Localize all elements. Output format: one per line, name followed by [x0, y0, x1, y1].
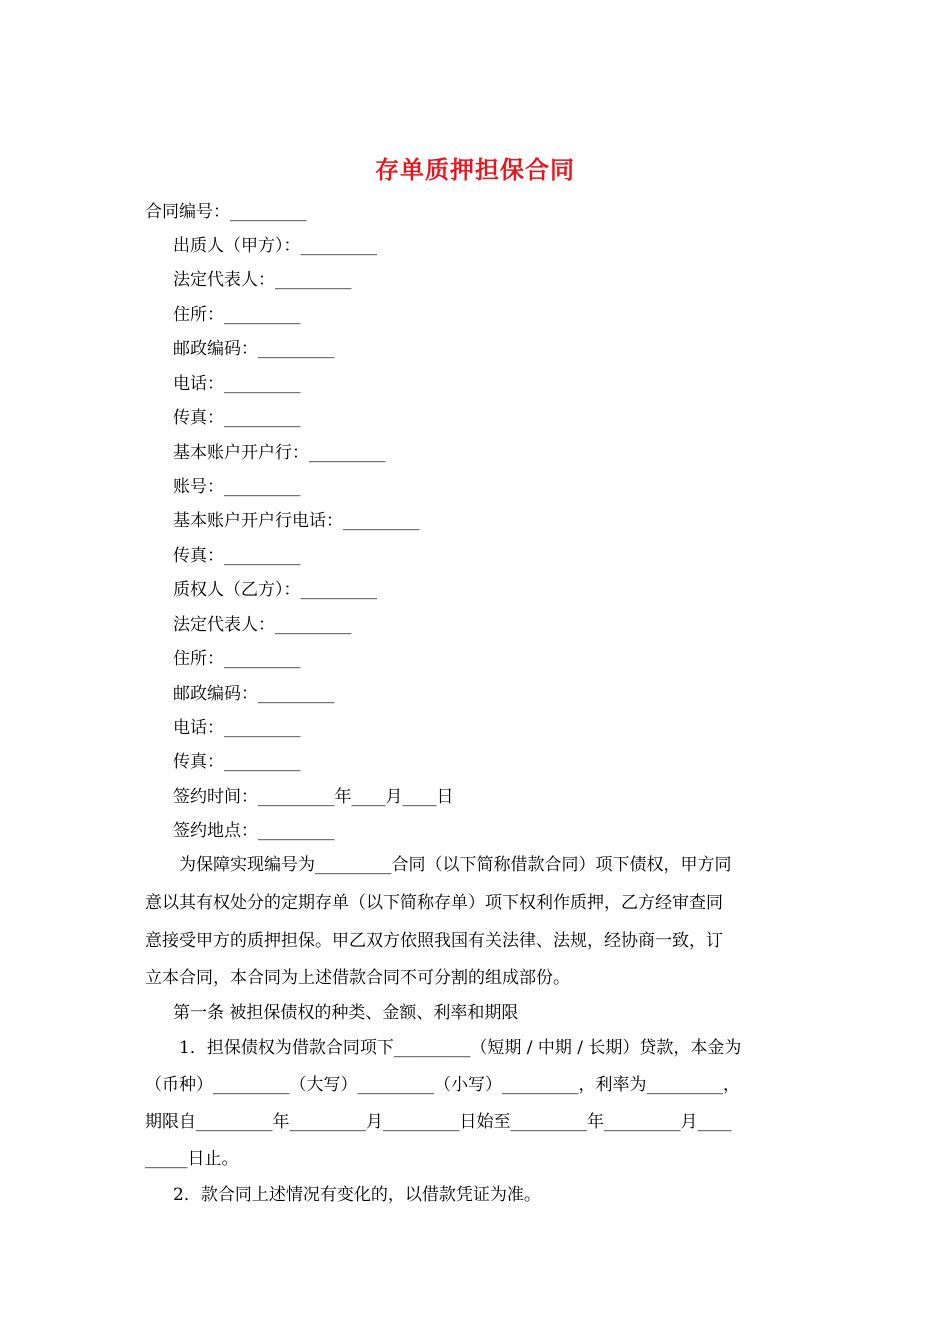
contract-number-line: 合同编号：_________ [145, 202, 307, 222]
signing-place-line: 签约地点：_________ [173, 821, 335, 841]
preamble-line: 立本合同，本合同为上述借款合同不可分割的组成部份。 [145, 968, 570, 988]
clause-1-line: 期限自_________年_________月_________日始至_________年_________月____ [145, 1112, 732, 1132]
preamble-line: 为保障实现编号为_________合同（以下简称借款合同）项下债权，甲方同 [145, 855, 732, 875]
clause-1-line: （币种）_________（大写）_________（小写）_________，利率为_________， [145, 1075, 740, 1095]
bank-phone-line: 基本账户开户行电话：_________ [173, 511, 420, 531]
clause-2: 2．款合同上述情况有变化的，以借款凭证为准。 [173, 1185, 541, 1205]
pledgor-line: 出质人（甲方）：_________ [173, 236, 377, 256]
pledgee-phone-line: 电话：_________ [173, 718, 301, 738]
pledgee-legal-rep-line: 法定代表人：_________ [173, 615, 352, 635]
pledgee-fax-line: 传真：_________ [173, 752, 301, 772]
account-line: 账号：_________ [173, 477, 301, 497]
pledgee-postcode-line: 邮政编码：_________ [173, 684, 335, 704]
preamble-line: 意接受甲方的质押担保。甲乙双方依照我国有关法律、法规，经协商一致，订 [145, 931, 723, 951]
clause-1-line: 1．担保债权为借款合同项下_________（短期 / 中期 / 长期）贷款，本金为 [145, 1038, 742, 1058]
pledgor-postcode-line: 邮政编码：_________ [173, 339, 335, 359]
bank-fax-line: 传真：_________ [173, 546, 301, 566]
pledgor-fax-line: 传真：_________ [173, 408, 301, 428]
pledgor-address-line: 住所：_________ [173, 305, 301, 325]
document-title: 存单质押担保合同 [375, 155, 575, 184]
pledgor-phone-line: 电话：_________ [173, 374, 301, 394]
article-1-heading: 第一条 被担保债权的种类、金额、利率和期限 [173, 1003, 519, 1023]
pledgee-line: 质权人（乙方）：_________ [173, 580, 377, 600]
pledgor-legal-rep-line: 法定代表人：_________ [173, 270, 352, 290]
signing-date-line: 签约时间：_________年____月____日 [173, 787, 454, 807]
pledgee-address-line: 住所：_________ [173, 649, 301, 669]
preamble-line: 意以其有权处分的定期存单（以下简称存单）项下权利作质押，乙方经审查同 [145, 893, 723, 913]
bank-line: 基本账户开户行：_________ [173, 443, 386, 463]
clause-1-line: _____日止。 [145, 1149, 239, 1169]
